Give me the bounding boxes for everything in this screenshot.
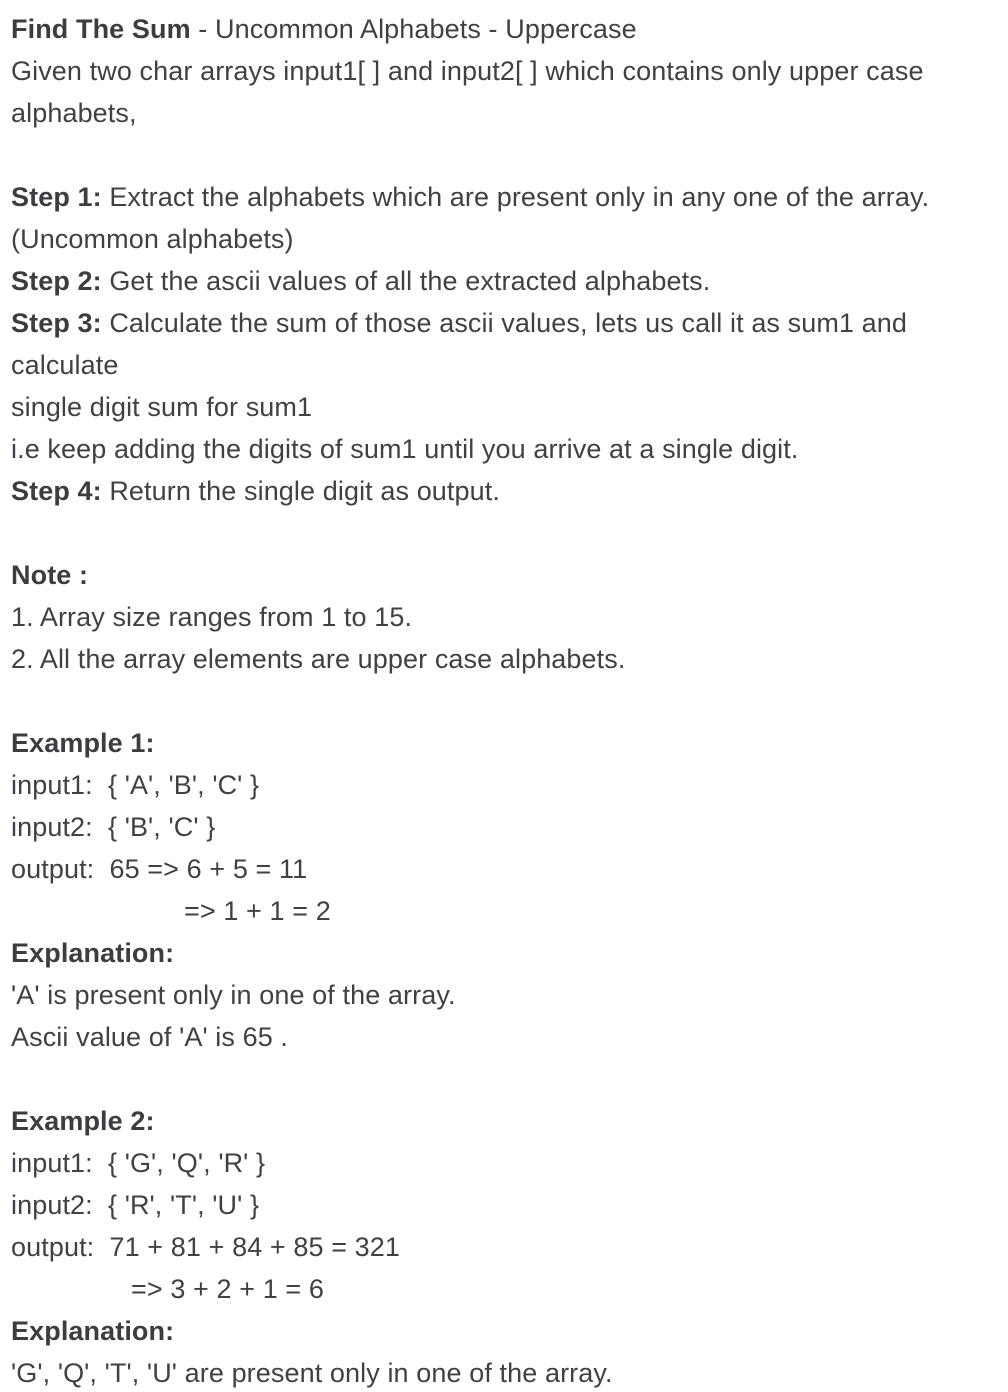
note-heading: Note :	[11, 560, 89, 590]
example-2-output: output: 71 + 81 + 84 + 85 = 321	[11, 1232, 401, 1262]
step-4-text: Return the single digit as output.	[101, 476, 500, 506]
example-1-explanation-line-1: 'A' is present only in one of the array.	[11, 980, 456, 1010]
step-4-label: Step 4:	[11, 476, 102, 506]
step-2-text: Get the ascii values of all the extracted alphabets.	[101, 266, 711, 296]
problem-title-bold: Find The Sum	[11, 14, 191, 44]
example-2-explanation-heading: Explanation:	[11, 1316, 175, 1346]
problem-title	[11, 8, 637, 50]
step-1-text: Extract the alphabets which are present only in any one of the array.	[101, 182, 930, 212]
example-1-output-continuation: => 1 + 1 = 2	[184, 896, 331, 926]
example-1-input2: input2: { 'B', 'C' }	[11, 812, 216, 842]
intro-line-1: Given two char arrays input1[ ] and input2[ ] which contains only upper case	[11, 56, 924, 86]
step-3-label: Step 3:	[11, 308, 102, 338]
problem-title-rest: - Uncommon Alphabets - Uppercase	[190, 14, 637, 44]
example-1-output: output: 65 => 6 + 5 = 11	[11, 854, 308, 884]
example-2-explanation-line-1: 'G', 'Q', 'T', 'U' are present only in one of the array.	[11, 1358, 613, 1388]
step-1-label: Step 1:	[11, 182, 102, 212]
step-4	[11, 470, 500, 512]
step-1	[11, 176, 929, 218]
example-1-heading: Example 1:	[11, 728, 155, 758]
step-3-continuation-2: single digit sum for sum1	[11, 392, 313, 422]
step-3	[11, 302, 907, 344]
step-2	[11, 260, 710, 302]
intro-line-2: alphabets,	[11, 98, 137, 128]
example-2-heading: Example 2:	[11, 1106, 155, 1136]
example-1-explanation-heading: Explanation:	[11, 938, 175, 968]
step-3-text: Calculate the sum of those ascii values, lets us call it as sum1 and	[101, 308, 908, 338]
step-3-continuation-3: i.e keep adding the digits of sum1 until you arrive at a single digit.	[11, 434, 799, 464]
note-item-2: 2. All the array elements are upper case alphabets.	[11, 644, 626, 674]
step-2-label: Step 2:	[11, 266, 102, 296]
step-3-continuation-1: calculate	[11, 350, 119, 380]
example-2-output-continuation: => 3 + 2 + 1 = 6	[131, 1274, 325, 1304]
example-2-input1: input1: { 'G', 'Q', 'R' }	[11, 1148, 266, 1178]
note-item-1: 1. Array size ranges from 1 to 15.	[11, 602, 413, 632]
example-2-input2: input2: { 'R', 'T', 'U' }	[11, 1190, 260, 1220]
step-1-continuation: (Uncommon alphabets)	[11, 224, 294, 254]
example-1-input1: input1: { 'A', 'B', 'C' }	[11, 770, 260, 800]
example-1-explanation-line-2: Ascii value of 'A' is 65 .	[11, 1022, 289, 1052]
